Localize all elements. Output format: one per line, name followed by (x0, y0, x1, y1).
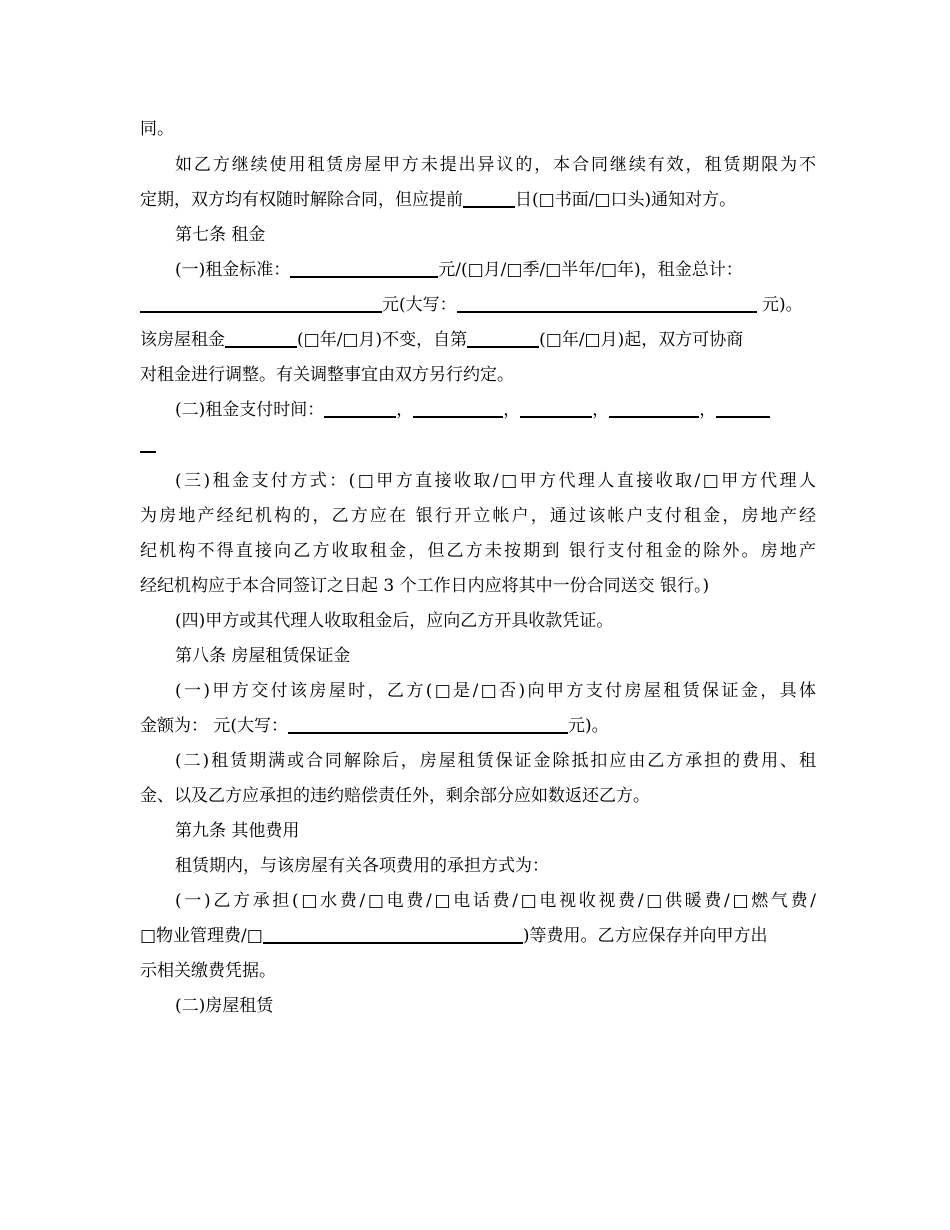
article-heading (175, 814, 816, 848)
text-line (175, 744, 816, 778)
text: 如乙方继续使用租赁房屋甲方未提出异议的，本合同继续有效，租赁期限为不 (175, 155, 816, 175)
text: 纪机构不得直接向乙方收取租金，但乙方未按期到 银行支付租金的除外。房地产 (140, 541, 816, 561)
blank-field[interactable] (467, 326, 539, 348)
text: 第九条 其他费用 (175, 821, 300, 841)
text: 元)。 (568, 716, 609, 736)
blank-field[interactable] (609, 396, 699, 418)
text: (□年/□月)不变，自第 (297, 330, 468, 350)
text-line (140, 954, 816, 988)
text-line (175, 989, 816, 1023)
blank-field[interactable] (413, 396, 503, 418)
text: 经纪机构应于本合同签订之日起 3 个工作日内应将其中一份合同送交 银行。) (140, 576, 710, 596)
text-line (140, 358, 816, 392)
separator: ， (699, 400, 717, 420)
blank-field[interactable] (324, 396, 396, 418)
separator: ， (503, 400, 521, 420)
text: (二)租赁期满或合同解除后，房屋租赁保证金除抵扣应由乙方承担的费用、租 (175, 751, 816, 771)
text-line (175, 674, 816, 708)
text: (二)租金支付时间： (175, 400, 325, 420)
text: 第八条 房屋租赁保证金 (175, 646, 351, 666)
separator: ， (396, 400, 414, 420)
text: (一)乙方承担(□水费/□电费/□电话费/□电视收视费/□供暖费/□燃气费/ (175, 891, 816, 911)
blank-field[interactable] (263, 922, 523, 944)
blank-field[interactable] (457, 291, 757, 313)
text-line (140, 183, 816, 217)
text: 示相关缴费凭据。 (140, 961, 276, 981)
text-line (140, 112, 816, 146)
text-line (140, 709, 816, 743)
text: 该房屋租金 (140, 330, 225, 350)
text-line (175, 604, 816, 638)
text-line (140, 779, 816, 813)
text-line (140, 569, 816, 603)
text: 定期，双方均有权随时解除合同，但应提前 (140, 190, 463, 210)
blank-field[interactable] (520, 396, 592, 418)
text: (三)租金支付方式：(□甲方直接收取/□甲方代理人直接收取/□甲方代理人 (175, 471, 816, 491)
text: 同。 (140, 119, 174, 139)
text: 日(□书面/□口头)通知对方。 (515, 190, 737, 210)
text: (一)甲方交付该房屋时，乙方(□是/□否)向甲方支付房屋租赁保证金，具体 (175, 681, 816, 701)
text: 元)。 (756, 295, 803, 315)
blank-field[interactable] (290, 256, 438, 278)
text-line (175, 253, 816, 287)
text: 金额为： 元(大写： (140, 716, 289, 736)
text: 元(大写： (382, 295, 457, 315)
text: (二)房屋租赁 (175, 996, 274, 1016)
blank-field[interactable] (140, 291, 382, 313)
text: □物业管理费/□ (140, 926, 263, 946)
text-line (175, 849, 816, 883)
text: )等费用。乙方应保存并向甲方出 (522, 926, 768, 946)
text: 为房地产经纪机构的，乙方应在 银行开立帐户，通过该帐户支付租金，房地产经 (140, 506, 816, 526)
text-line (140, 288, 816, 322)
text-line (175, 148, 816, 182)
article-heading (175, 639, 816, 673)
text: 第七条 租金 (175, 225, 266, 245)
separator: ， (592, 400, 610, 420)
text-line (140, 428, 816, 462)
text: 金、以及乙方应承担的违约赔偿责任外，剩余部分应如数返还乙方。 (140, 786, 650, 806)
text: (□年/□月)起，双方可协商 (539, 330, 744, 350)
text: (一)租金标准： (175, 260, 291, 280)
text-line (175, 464, 816, 498)
text-line (140, 323, 816, 357)
article-heading (175, 218, 816, 252)
blank-field[interactable] (140, 431, 156, 453)
text: 对租金进行调整。有关调整事宜由双方另行约定。 (140, 365, 514, 385)
text-line (175, 884, 816, 918)
text: (四)甲方或其代理人收取租金后，应向乙方开具收款凭证。 (175, 611, 614, 631)
text: 租赁期内，与该房屋有关各项费用的承担方式为： (175, 856, 549, 876)
text-line (140, 534, 816, 568)
text: 元/(□月/□季/□半年/□年)，租金总计： (438, 260, 743, 280)
blank-field[interactable] (288, 712, 568, 734)
text-line (140, 919, 816, 953)
text-line (175, 393, 816, 427)
blank-field[interactable] (463, 186, 515, 208)
blank-field[interactable] (716, 396, 770, 418)
text-line (140, 499, 816, 533)
blank-field[interactable] (225, 326, 297, 348)
